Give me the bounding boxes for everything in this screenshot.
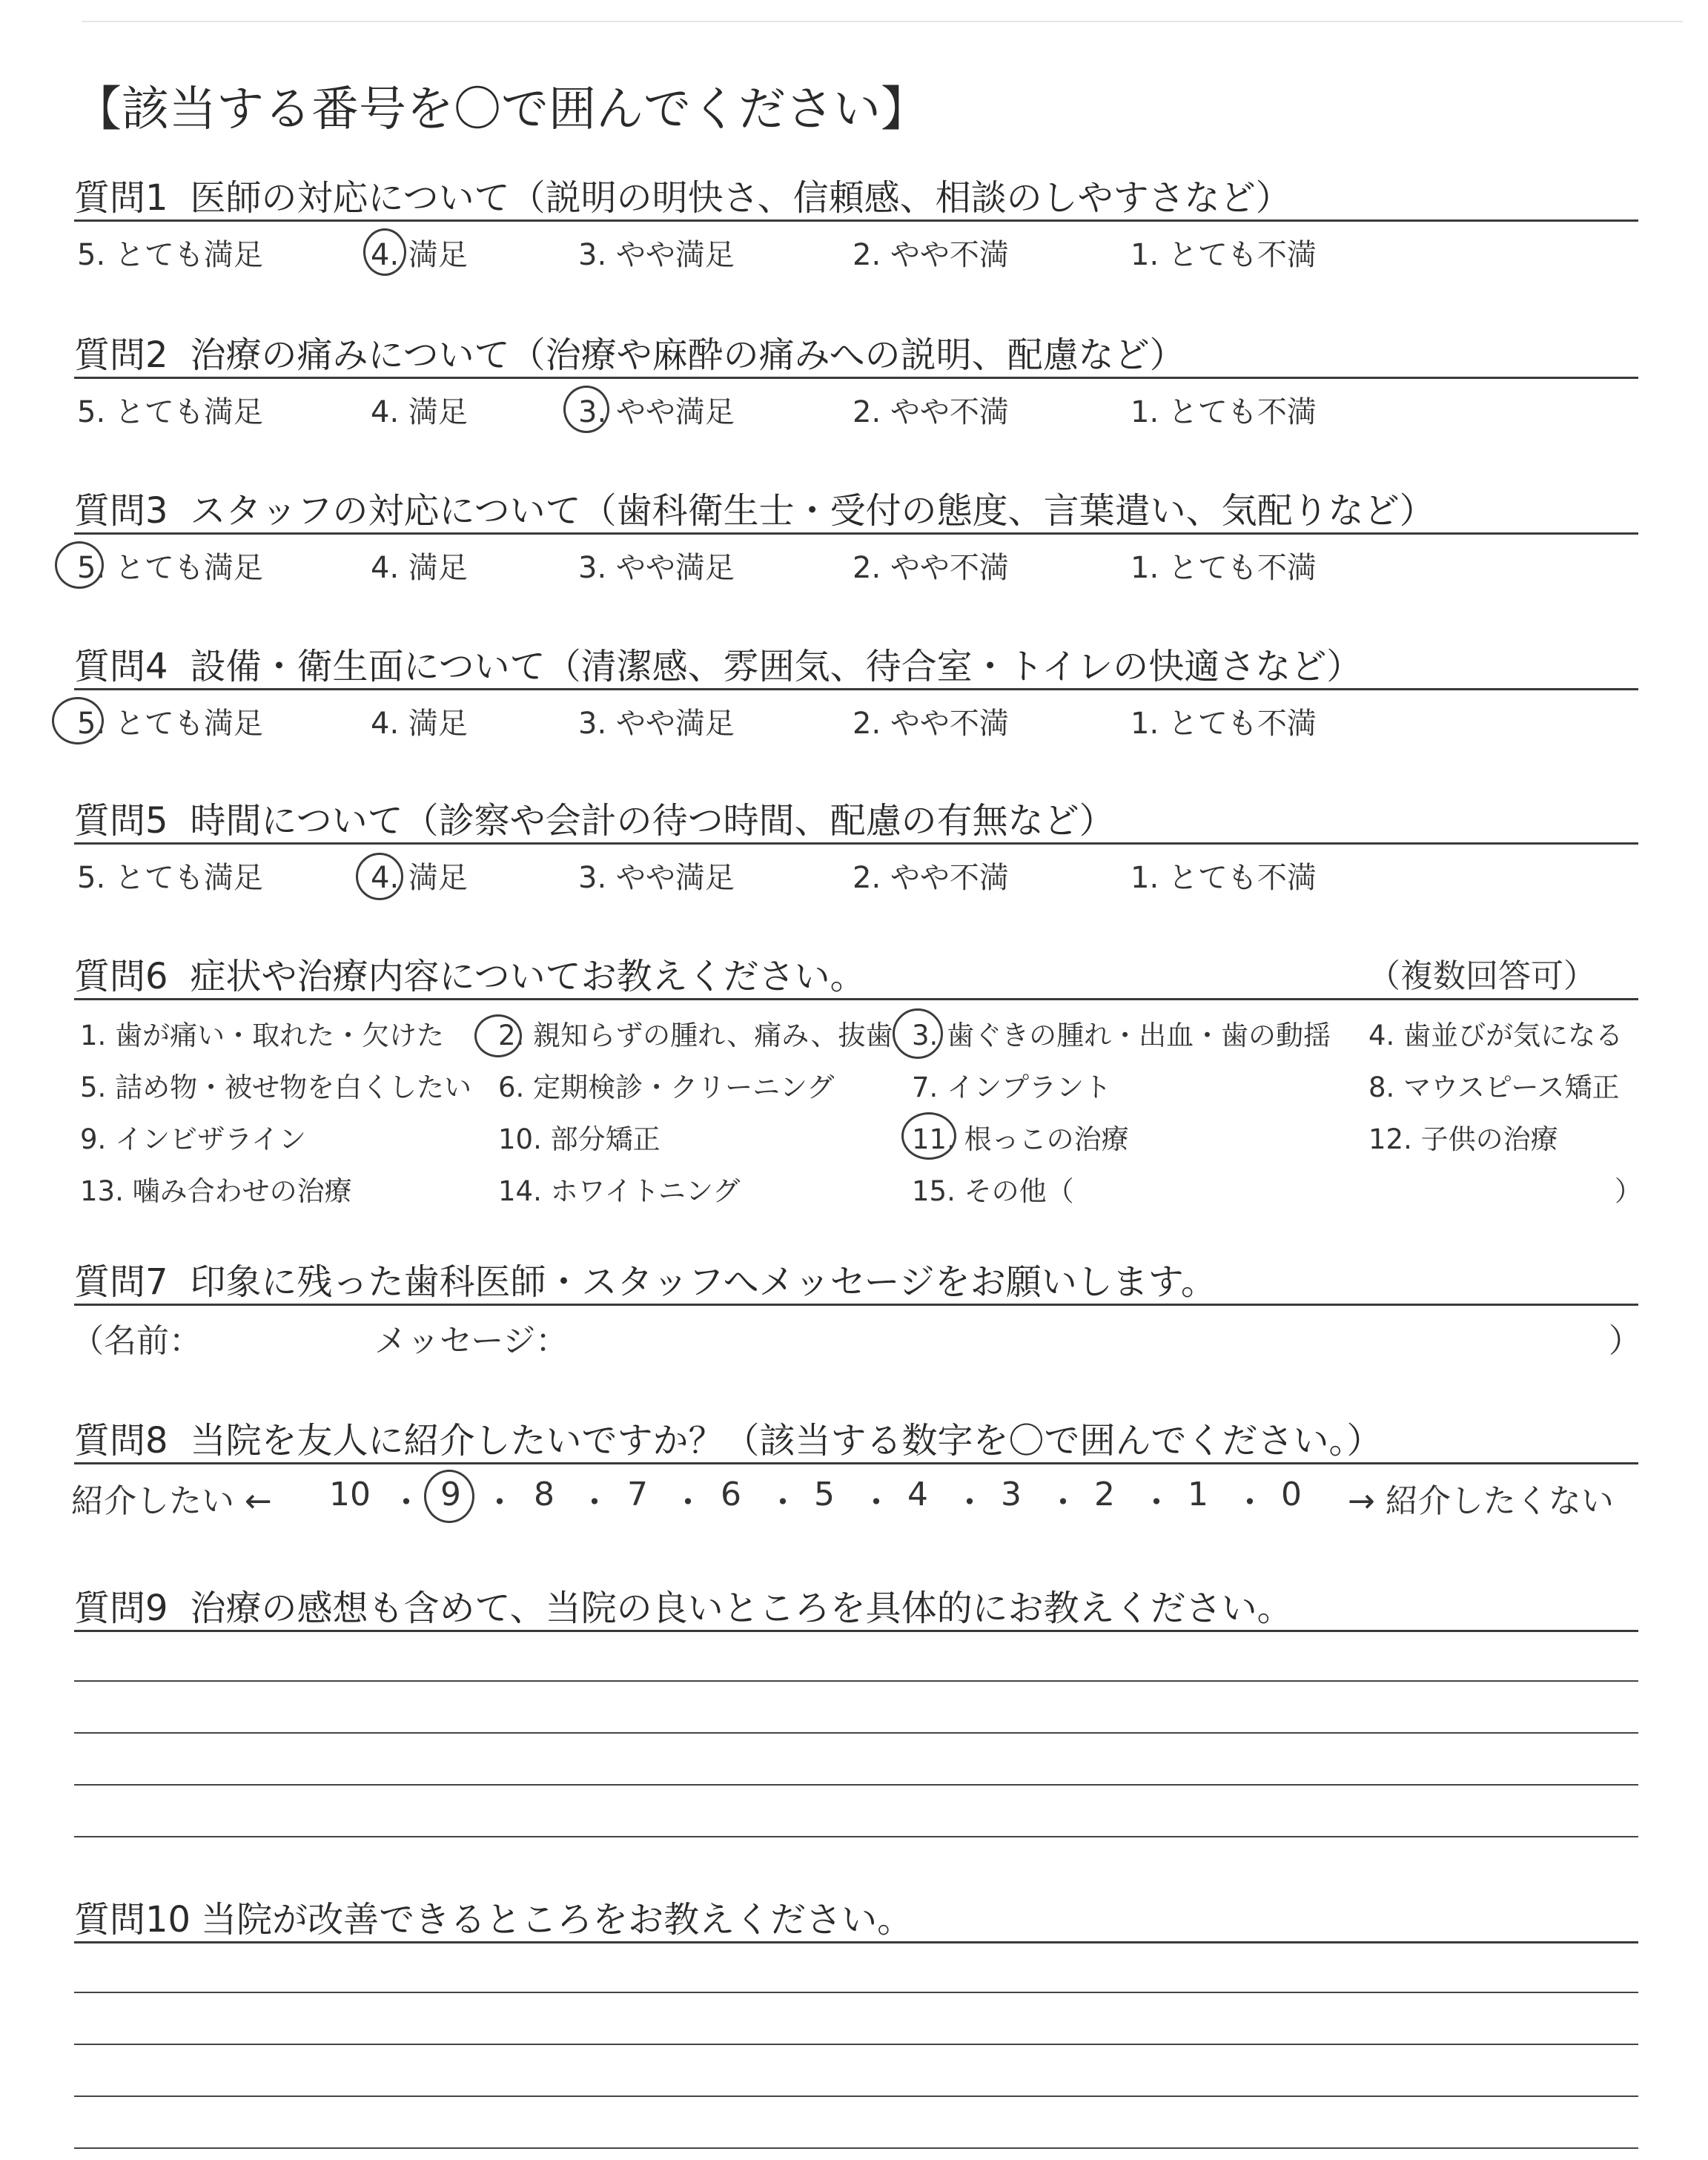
question-2 [74,326,1185,377]
symptom-option-11[interactable]: 11. 根っこの治療 [912,1123,1129,1155]
symptom-option-1[interactable]: 1. 歯が痛い・取れた・欠けた [80,1020,445,1051]
rating-option-4[interactable]: 4. 満足 [371,551,468,585]
rating-option-5[interactable]: 5. とても満足 [77,551,263,585]
scale-separator: ・ [1234,1484,1266,1522]
scale-3[interactable]: 3 [1001,1476,1022,1513]
scale-separator: ・ [390,1484,423,1522]
question-text: 治療の感想も含めて、当院の良いところを具体的にお教えください。 [190,1588,1293,1629]
question-number: 質問10 [74,1899,191,1941]
answer-line[interactable] [74,2095,1638,2097]
rating-option-5[interactable]: 5. とても満足 [77,861,263,895]
scale-10[interactable]: 10 [329,1476,371,1513]
symptom-option-5[interactable]: 5. 詰め物・被せ物を白くしたい [80,1071,472,1103]
scale-5[interactable]: 5 [814,1476,835,1513]
scale-separator: ・ [483,1484,516,1522]
rating-option-3[interactable]: 3. やや満足 [578,395,735,429]
question-number: 質問3 [74,490,168,532]
scan-top-edge [82,21,1683,22]
rating-option-5[interactable]: 5. とても満足 [77,395,263,429]
rating-option-4[interactable]: 4. 満足 [371,238,468,272]
question-divider [74,1630,1638,1632]
question-10 [74,1891,913,1942]
hand-drawn-circle-mark [563,386,609,433]
question-number: 質問1 [74,177,168,219]
rating-option-5[interactable]: 5. とても満足 [77,707,263,741]
symptom-option-7[interactable]: 7. インプラント [912,1071,1112,1103]
hand-drawn-circle-mark [474,1014,522,1057]
rating-option-1[interactable]: 1. とても不満 [1131,551,1317,585]
question-divider [74,219,1638,222]
rating-option-3[interactable]: 3. やや満足 [578,551,735,585]
multiple-answer-note: （複数回答可） [1368,957,1596,995]
answer-line[interactable] [74,2147,1638,2149]
question-divider [74,1304,1638,1306]
question-divider [74,688,1638,690]
hand-drawn-circle-mark [901,1112,956,1160]
rating-option-1[interactable]: 1. とても不満 [1131,707,1317,741]
rating-option-4[interactable]: 4. 満足 [371,395,468,429]
name-label: （名前： [71,1322,202,1360]
question-text: 時間について（診察や会計の待つ時間、配慮の有無など） [190,800,1115,842]
answer-line[interactable] [74,1732,1638,1734]
rating-option-2[interactable]: 2. やや不満 [853,861,1009,895]
scale-8[interactable]: 8 [534,1476,555,1513]
symptom-option-2[interactable]: 2. 親知らずの腫れ、痛み、抜歯 [498,1020,893,1051]
hand-drawn-circle-mark [363,228,406,276]
scale-2[interactable]: 2 [1094,1476,1115,1513]
scale-0[interactable]: 0 [1281,1476,1302,1513]
symptom-option-3[interactable]: 3. 歯ぐきの腫れ・出血・歯の動揺 [912,1020,1331,1051]
scale-6[interactable]: 6 [721,1476,741,1513]
question-divider [74,1941,1638,1943]
answer-line[interactable] [74,1784,1638,1786]
question-text: 設備・衛生面について（清潔感、雰囲気、待合室・トイレの快適さなど） [190,646,1363,687]
question-number: 質問6 [74,956,168,997]
scale-separator: ・ [1140,1484,1173,1522]
symptom-option-13[interactable]: 13. 噛み合わせの治療 [80,1175,352,1207]
question-text: 当院が改善できるところをお教えください。 [201,1899,913,1941]
question-3 [74,482,1435,533]
rating-option-2[interactable]: 2. やや不満 [853,395,1009,429]
question-7 [74,1253,1217,1304]
page-instruction: 【該当する番号を〇で囲んでください】 [74,82,928,137]
symptom-option-6[interactable]: 6. 定期検診・クリーニング [498,1071,835,1103]
recommend-right-label: → 紹介したくない [1348,1482,1614,1520]
scale-9[interactable]: 9 [440,1476,461,1513]
question-number: 質問9 [74,1588,168,1629]
symptom-option-8[interactable]: 8. マウスピース矯正 [1368,1071,1620,1103]
rating-option-2[interactable]: 2. やや不満 [853,238,1009,272]
question-text: 症状や治療内容についてお教えください。 [190,956,866,997]
question-text: 医師の対応について（説明の明快さ、信頼感、相談のしやすさなど） [190,177,1291,219]
question-text: 当院を友人に紹介したいですか？（該当する数字を〇で囲んでください。） [190,1420,1383,1462]
question-divider [74,532,1638,535]
symptom-option-12[interactable]: 12. 子供の治療 [1368,1123,1558,1155]
rating-option-2[interactable]: 2. やや不満 [853,707,1009,741]
scale-separator: ・ [672,1484,704,1522]
hand-drawn-circle-mark [424,1470,474,1523]
hand-drawn-circle-mark [52,697,104,744]
question-divider [74,1462,1638,1464]
scale-separator: ・ [578,1484,611,1522]
question-number: 質問7 [74,1261,168,1303]
answer-line[interactable] [74,1992,1638,1993]
rating-option-3[interactable]: 3. やや満足 [578,707,735,741]
question-text: 治療の痛みについて（治療や麻酔の痛みへの説明、配慮など） [190,334,1185,376]
question-text: スタッフの対応について（歯科衛生士・受付の態度、言葉遣い、気配りなど） [190,490,1435,532]
symptom-option-4[interactable]: 4. 歯並びが気になる [1368,1020,1623,1051]
rating-option-3[interactable]: 3. やや満足 [578,238,735,272]
hand-drawn-circle-mark [55,541,104,589]
question-divider [74,377,1638,379]
scale-4[interactable]: 4 [907,1476,928,1513]
symptom-option-14[interactable]: 14. ホワイトニング [498,1175,741,1207]
rating-option-4[interactable]: 4. 満足 [371,861,468,895]
hand-drawn-circle-mark [893,1008,943,1059]
other-close-paren: ） [1615,1175,1642,1207]
question-1 [74,169,1291,220]
question-6 [74,948,866,999]
scale-separator: ・ [860,1484,893,1522]
rating-option-1[interactable]: 1. とても不満 [1131,395,1317,429]
rating-option-1[interactable]: 1. とても不満 [1131,861,1317,895]
scale-separator: ・ [1047,1484,1079,1522]
symptom-option-9[interactable]: 9. インビザライン [80,1123,306,1155]
scale-separator: ・ [767,1484,799,1522]
question-divider [74,842,1638,845]
question-9 [74,1579,1293,1631]
question-8 [74,1412,1383,1463]
symptom-option-15[interactable]: 15. その他（ [912,1175,1074,1207]
rating-option-1[interactable]: 1. とても不満 [1131,238,1317,272]
question-number: 質問2 [74,334,168,376]
question-text: 印象に残った歯科医師・スタッフへメッセージをお願いします。 [190,1261,1217,1303]
symptom-option-10[interactable]: 10. 部分矯正 [498,1123,661,1155]
question-divider [74,998,1638,1000]
answer-line[interactable] [74,1836,1638,1837]
question-number: 質問8 [74,1420,168,1462]
hand-drawn-circle-mark [356,853,403,900]
scale-7[interactable]: 7 [627,1476,648,1513]
rating-option-4[interactable]: 4. 満足 [371,707,468,741]
message-close-paren: ） [1609,1322,1641,1360]
question-4 [74,638,1362,689]
answer-line[interactable] [74,2044,1638,2045]
question-5 [74,792,1115,843]
message-label: メッセージ： [374,1322,569,1360]
question-number: 質問5 [74,800,168,842]
answer-line[interactable] [74,1680,1638,1682]
scale-separator: ・ [953,1484,986,1522]
rating-option-3[interactable]: 3. やや満足 [578,861,735,895]
scale-1[interactable]: 1 [1188,1476,1208,1513]
rating-option-5[interactable]: 5. とても満足 [77,238,263,272]
recommend-left-label: 紹介したい ← [71,1482,272,1520]
rating-option-2[interactable]: 2. やや不満 [853,551,1009,585]
question-number: 質問4 [74,646,168,687]
